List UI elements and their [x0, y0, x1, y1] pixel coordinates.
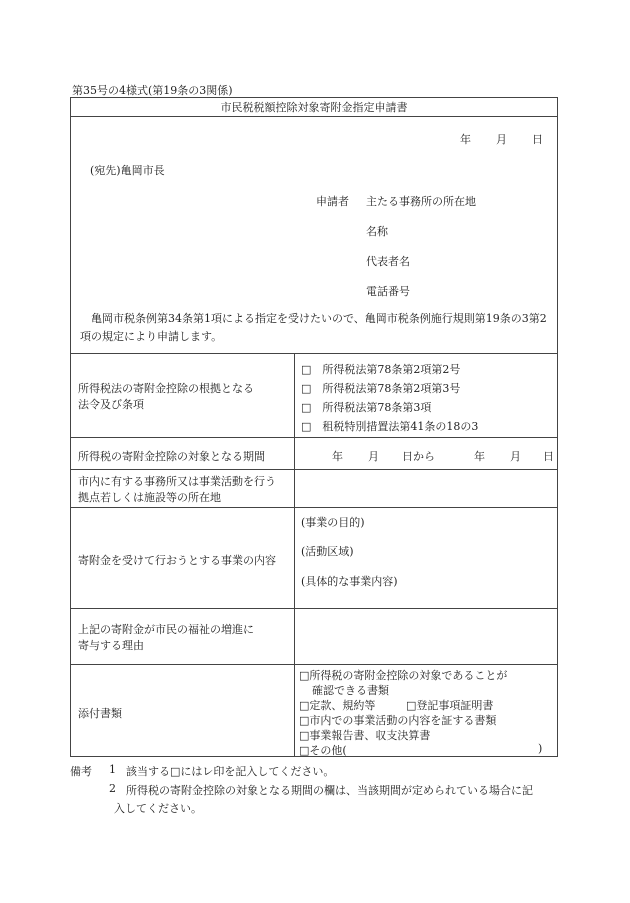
applicant-name: 名称 [366, 225, 388, 238]
period-to-month: 月 [510, 450, 521, 463]
note1-text: 該当する□にはレ印を記入してください。 [126, 765, 335, 778]
attachment-item2b[interactable]: □登記事項証明書 [406, 699, 494, 712]
application-statement: 亀岡市税条例第34条第1項による指定を受けたいので、亀岡市税条例施行規則第19条の3第2項の規定により申請します。 [80, 312, 547, 343]
legal-basis-option-2[interactable]: □ 所得税法第78条第2項第3号 [301, 382, 461, 395]
project-label: 寄附金を受けて行おうとする事業の内容 [78, 554, 276, 567]
date-day: 日 [532, 133, 543, 146]
date-month: 月 [496, 133, 507, 146]
legal-basis-option-3[interactable]: □ 所得税法第78条第3項 [301, 401, 432, 414]
legal-basis-option-1[interactable]: □ 所得税法第78条第2項第2号 [301, 363, 461, 376]
project-purpose-label: (事業の目的) [301, 516, 365, 529]
reason-field[interactable] [295, 609, 557, 664]
legal-basis-label-line2: 法令及び条項 [78, 398, 144, 411]
applicant-representative: 代表者名 [366, 255, 410, 268]
location-label-line1: 市内に有する事務所又は事業活動を行う [78, 475, 276, 488]
legal-basis-label-line1: 所得税法の寄附金控除の根拠となる [78, 382, 254, 395]
attachment-item5-close: ) [538, 742, 543, 755]
attachment-item1-line2: 確認できる書類 [312, 684, 389, 697]
project-area-label: (活動区域) [301, 545, 354, 558]
period-label: 所得税の寄附金控除の対象となる期間 [78, 450, 265, 463]
period-to-day: 日 [543, 450, 554, 463]
period-from-day: 日から [402, 450, 435, 463]
legal-basis-option-4[interactable]: □ 租税特別措置法第41条の18の3 [301, 420, 479, 433]
attachment-item5-open[interactable]: □その他( [299, 744, 347, 757]
addressee: (宛先)亀岡市長 [90, 164, 165, 177]
note1-number: 1 [109, 763, 116, 776]
date-year: 年 [460, 133, 471, 146]
period-from-year: 年 [332, 450, 343, 463]
location-label-line2: 拠点若しくは施設等の所在地 [78, 491, 221, 504]
attachment-item1-line1[interactable]: □所得税の寄附金控除の対象であることが [299, 669, 508, 682]
attachment-item2a[interactable]: □定款、規約等 [299, 699, 376, 712]
form-title: 市民税税額控除対象寄附金指定申請書 [220, 101, 408, 114]
reason-label-line1: 上記の寄附金が市民の福祉の増進に [78, 623, 254, 636]
attachment-item3[interactable]: □市内での事業活動の内容を証する書類 [299, 714, 497, 727]
attachments-label: 添付書類 [78, 707, 122, 720]
attachment-item4[interactable]: □事業報告書、収支決算書 [299, 729, 431, 742]
applicant-label: 申請者 [316, 195, 349, 208]
project-detail-label: (具体的な事業内容) [301, 575, 398, 588]
location-field[interactable] [295, 470, 557, 507]
applicant-phone: 電話番号 [366, 285, 410, 298]
note2-number: 2 [109, 782, 116, 795]
applicant-office-address: 主たる事務所の所在地 [366, 195, 476, 208]
note2-text-line1: 所得税の寄附金控除の対象となる期間の欄は、当該期間が定められている場合に記 [126, 784, 533, 797]
notes-heading: 備考 [70, 765, 92, 778]
form-number: 第35号の4様式(第19条の3関係) [72, 84, 233, 97]
period-from-month: 月 [368, 450, 379, 463]
note2-text-line2: 入してください。 [114, 802, 202, 815]
period-to-year: 年 [474, 450, 485, 463]
reason-label-line2: 寄与する理由 [78, 639, 144, 652]
